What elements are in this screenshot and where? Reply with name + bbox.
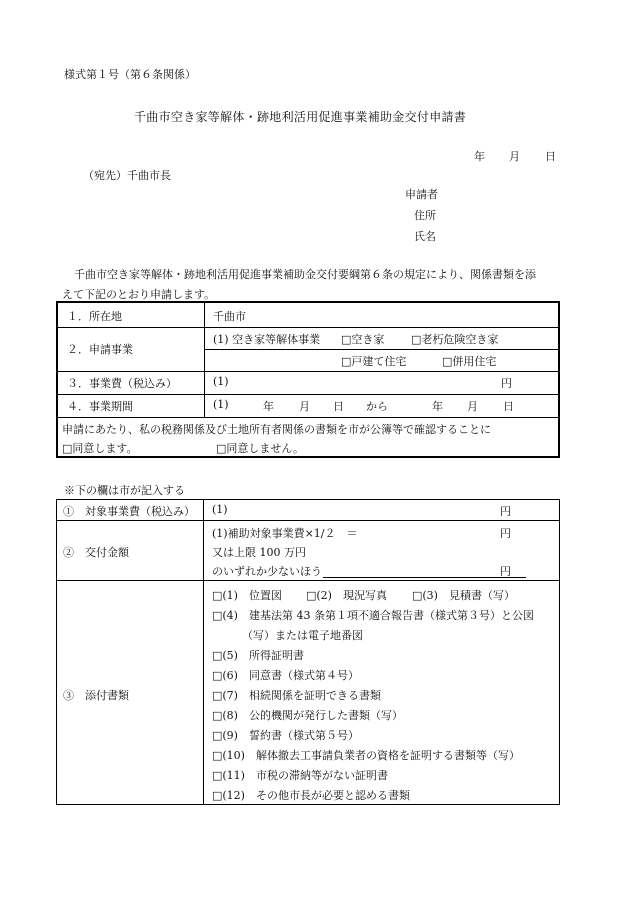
grant-lesser: のいずれか少ないほう xyxy=(212,565,322,578)
consent-agree-checkbox[interactable]: □同意します。 xyxy=(62,442,138,455)
attachment-3[interactable]: □(3) 見積書（写） xyxy=(412,589,515,602)
row-divider xyxy=(57,580,559,581)
date-day-label: 日 xyxy=(545,150,556,163)
grant-limit: 又は上限 100 万円 xyxy=(212,546,306,559)
period-end-month: 月 xyxy=(467,400,478,413)
grant-amount-label: ② 交付金額 xyxy=(63,546,129,559)
city-use-note: ※下の欄は市が記入する xyxy=(64,484,185,497)
period-prefix: (1) xyxy=(213,398,229,411)
form-number: 様式第１号（第６条関係） xyxy=(64,68,196,81)
option-dangerous-house[interactable]: □老朽危険空き家 xyxy=(411,333,499,346)
location-value: 千曲市 xyxy=(213,310,246,323)
attachments-label: ③ 添付書類 xyxy=(63,689,129,702)
period-from: から xyxy=(366,400,388,413)
intro-line-2: えて下記のとおり申請します。 xyxy=(62,288,216,301)
attachment-8[interactable]: □(8) 公的機関が発行した書類（写） xyxy=(212,709,403,722)
cost-prefix: (1) xyxy=(213,375,229,388)
row-divider xyxy=(58,327,558,328)
attachment-1[interactable]: □(1) 位置図 xyxy=(212,589,282,602)
attachment-7[interactable]: □(7) 相続関係を証明できる書類 xyxy=(212,689,381,702)
attachment-2[interactable]: □(2) 現況写真 xyxy=(306,589,387,602)
row-divider xyxy=(58,394,558,395)
target-cost-prefix: (1) xyxy=(212,503,228,516)
grant-amount-underline xyxy=(323,577,526,578)
attachment-10[interactable]: □(10) 解体撤去工事請負業者の資格を証明する書類等（写） xyxy=(212,749,520,762)
option-combined-house[interactable]: □併用住宅 xyxy=(442,355,497,368)
period-start-year: 年 xyxy=(263,400,274,413)
row-divider xyxy=(58,371,558,372)
consent-disagree-checkbox[interactable]: □同意しません。 xyxy=(216,442,305,455)
application-table xyxy=(56,301,560,458)
option-detached-house[interactable]: □戸建て住宅 xyxy=(341,355,407,368)
row-divider xyxy=(58,417,558,418)
period-label: ４．事業期間 xyxy=(67,400,133,413)
intro-line-1: 千曲市空き家等解体・跡地利活用促進事業補助金交付要綱第６条の規定により、関係書類を添 xyxy=(74,268,536,281)
column-divider xyxy=(204,303,205,417)
row-divider xyxy=(57,520,559,521)
period-end-day: 日 xyxy=(503,400,514,413)
row-divider xyxy=(204,349,558,350)
period-start-month: 月 xyxy=(299,400,310,413)
project-item: (1) 空き家等解体事業 xyxy=(213,333,321,346)
attachment-6[interactable]: □(6) 同意書（様式第４号） xyxy=(212,669,359,682)
target-cost-unit: 円 xyxy=(500,505,511,518)
period-start-day: 日 xyxy=(333,400,344,413)
attachment-12[interactable]: □(12) その他市長が必要と認める書類 xyxy=(212,789,410,802)
date-year-label: 年 xyxy=(474,150,485,163)
option-vacant-house[interactable]: □空き家 xyxy=(341,333,385,346)
page-title: 千曲市空き家等解体・跡地利活用促進事業補助金交付申請書 xyxy=(134,110,467,124)
consent-text: 申請にあたり、私の税務関係及び土地所有者関係の書類を市が公簿等で確認することに xyxy=(62,423,491,436)
attachment-5[interactable]: □(5) 所得証明書 xyxy=(212,649,304,662)
target-cost-label: ① 対象事業費（税込み） xyxy=(63,505,195,518)
attachment-11[interactable]: □(11) 市税の滞納等がない証明書 xyxy=(212,769,388,782)
city-use-table xyxy=(56,499,560,805)
grant-formula: (1)補助対象事業費×1/２ ＝ xyxy=(212,527,358,540)
attachment-9[interactable]: □(9) 誓約書（様式第５号） xyxy=(212,729,359,742)
cost-unit: 円 xyxy=(501,377,512,390)
applicant-name-label: 氏名 xyxy=(414,230,436,243)
period-end-year: 年 xyxy=(432,400,443,413)
applicant-label: 申請者 xyxy=(405,188,438,201)
applicant-address-label: 住所 xyxy=(414,209,436,222)
column-divider xyxy=(203,500,204,805)
attachment-4-cont: （写）または電子地番図 xyxy=(242,629,363,642)
addressee: （宛先）千曲市長 xyxy=(83,169,171,182)
cost-label: ３．事業費（税込み） xyxy=(67,377,177,390)
location-label: １．所在地 xyxy=(67,310,122,323)
grant-unit-1: 円 xyxy=(500,527,511,540)
grant-unit-2: 円 xyxy=(500,565,511,578)
project-label: ２．申請事業 xyxy=(67,343,133,356)
attachment-4[interactable]: □(4) 建基法第 43 条第１項不適合報告書（様式第３号）と公図 xyxy=(212,609,534,622)
date-month-label: 月 xyxy=(509,150,520,163)
